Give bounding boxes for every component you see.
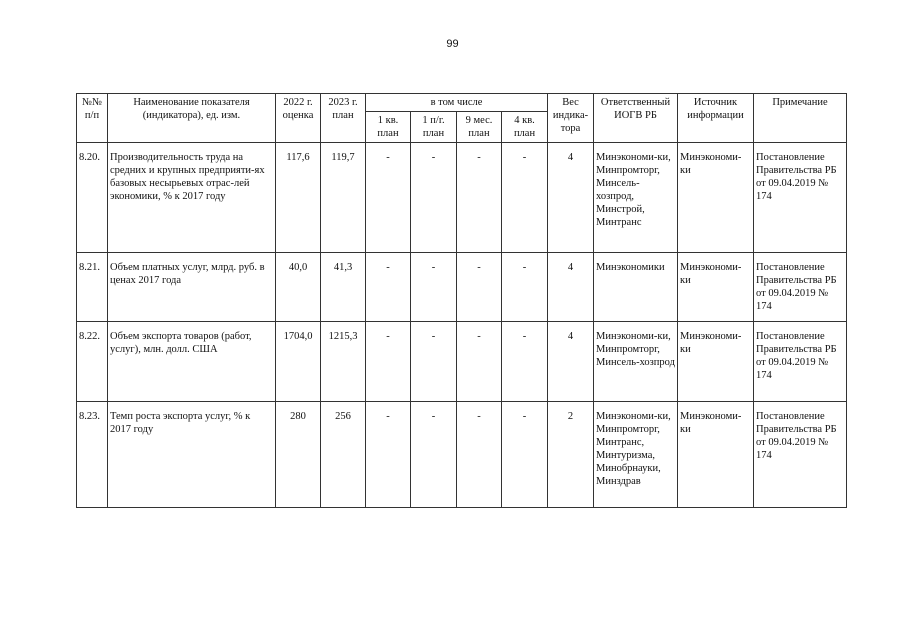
value-q1: - [366,253,411,322]
value-9m: - [457,143,502,253]
source: Минэкономи-ки [678,253,754,322]
header-h1: 1 п/г. план [411,112,457,143]
note: Постановление Правительства РБ от 09.04.2019 № 174 [754,322,847,402]
note: Постановление Правительства РБ от 09.04.2019 № 174 [754,143,847,253]
source: Минэкономи-ки [678,402,754,508]
indicators-table [76,93,847,508]
value-2023: 256 [321,402,366,508]
value-2023: 1215,3 [321,322,366,402]
header-name: Наименование показателя (индикатора), ед. изм. [108,94,276,143]
value-weight: 4 [548,253,594,322]
responsible: Минэкономи-ки, Минпромторг, Минтранс, Минтуризма, Минобрнауки, Минздрав [594,402,678,508]
source: Минэкономи-ки [678,143,754,253]
value-q1: - [366,402,411,508]
indicator-name: Производительность труда на средних и крупных предприяти-ях базовых несырьевых отрас-лей экономики, % к 2017 году [108,143,276,253]
header-9m: 9 мес. план [457,112,502,143]
value-2022: 117,6 [276,143,321,253]
row-number: 8.21. [77,253,108,322]
source: Минэкономи-ки [678,322,754,402]
table-row [77,253,847,322]
value-h1: - [411,143,457,253]
header-responsible: Ответственный ИОГВ РБ [594,94,678,143]
page-number: 99 [446,38,459,50]
row-number: 8.23. [77,402,108,508]
responsible: Минэкономи-ки, Минпромторг, Минсель-хозпрод, Минстрой, Минтранс [594,143,678,253]
value-h1: - [411,322,457,402]
value-2023: 119,7 [321,143,366,253]
value-2022: 40,0 [276,253,321,322]
value-weight: 4 [548,143,594,253]
value-q4: - [502,143,548,253]
value-9m: - [457,253,502,322]
value-q1: - [366,322,411,402]
header-row [77,94,847,112]
value-weight: 2 [548,402,594,508]
value-h1: - [411,402,457,508]
responsible: Минэкономики [594,253,678,322]
value-2022: 280 [276,402,321,508]
value-2023: 41,3 [321,253,366,322]
value-2022: 1704,0 [276,322,321,402]
table-row [77,402,847,508]
note: Постановление Правительства РБ от 09.04.2019 № 174 [754,253,847,322]
value-9m: - [457,402,502,508]
header-note: Примечание [754,94,847,143]
row-number: 8.22. [77,322,108,402]
responsible: Минэкономи-ки, Минпромторг, Минсель-хозпрод [594,322,678,402]
header-q4: 4 кв. план [502,112,548,143]
value-q4: - [502,253,548,322]
value-q1: - [366,143,411,253]
table-row [77,143,847,253]
value-q4: - [502,402,548,508]
header-weight: Вес индика-тора [548,94,594,143]
note: Постановление Правительства РБ от 09.04.2019 № 174 [754,402,847,508]
header-2023: 2023 г. план [321,94,366,143]
header-num: №№ п/п [77,94,108,143]
row-number: 8.20. [77,143,108,253]
header-2022: 2022 г. оценка [276,94,321,143]
indicator-name: Объем экспорта товаров (работ, услуг), млн. долл. США [108,322,276,402]
header-q1: 1 кв. план [366,112,411,143]
indicator-name: Темп роста экспорта услуг, % к 2017 году [108,402,276,508]
header-including: в том числе [366,94,548,112]
indicator-name: Объем платных услуг, млрд. руб. в ценах 2017 года [108,253,276,322]
value-h1: - [411,253,457,322]
value-q4: - [502,322,548,402]
header-source: Источник информации [678,94,754,143]
value-weight: 4 [548,322,594,402]
table-row [77,322,847,402]
value-9m: - [457,322,502,402]
